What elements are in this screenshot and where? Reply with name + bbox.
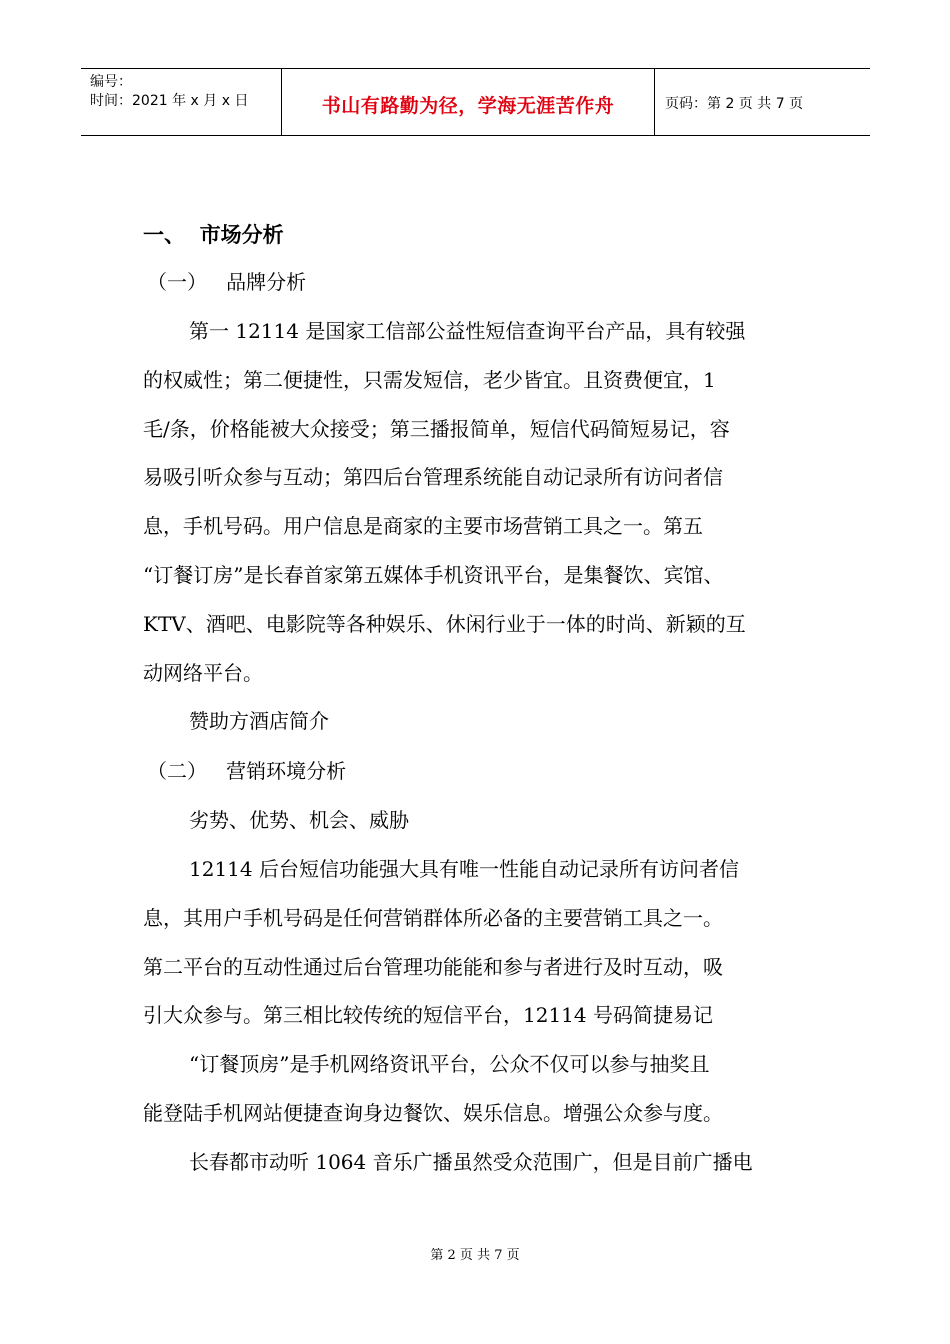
paragraph <box>143 845 823 1040</box>
page-footer: 第 2 页 共 7 页 <box>430 1248 520 1263</box>
header-meta <box>81 69 282 135</box>
paragraph <box>143 307 823 697</box>
page-header <box>81 68 870 136</box>
paragraph-line: 第一 12114 是国家工信部公益性短信查询平台产品，具有较强 <box>189 319 746 343</box>
paragraph-line: 易吸引听众参与互动；第四后台管理系统能自动记录所有访问者信 <box>143 465 723 490</box>
paragraph-line: “订餐订房”是长春首家第五媒体手机资讯平台，是集餐饮、宾馆、 <box>143 562 724 587</box>
paragraph-line: 的权威性；第二便捷性，只需发短信，老少皆宜。且资费便宜，1 <box>143 367 716 392</box>
motto: 书山有路勤为径，学海无涯苦作舟 <box>321 94 615 117</box>
paragraph-line: 动网络平台。 <box>143 660 263 685</box>
paragraph-line: 引大众参与。第三相比较传统的短信平台，12114 号码简捷易记 <box>143 1003 713 1028</box>
subsection-title: （一） 品牌分析 <box>147 270 307 294</box>
date-label: 时间：2021 年 x 月 x 日 <box>90 93 249 109</box>
paragraph-line: KTV、酒吧、电影院等各种娱乐、休闲行业于一体的时尚、新颖的互 <box>143 611 746 636</box>
paragraph-line: 第二平台的互动性通过后台管理功能能和参与者进行及时互动，吸 <box>143 954 723 979</box>
page-label: 页码：第 2 页 共 7 页 <box>665 96 804 112</box>
subsection-title: （二） 营销环境分析 <box>147 759 347 784</box>
number-label: 编号： <box>90 74 132 90</box>
sponsor-intro: 赞助方酒店简介 <box>189 709 329 734</box>
paragraph-line: 毛/条，价格能被大众接受；第三播报简单，短信代码简短易记，容 <box>143 416 730 441</box>
header-page-cell <box>655 69 870 135</box>
paragraph-line: “订餐顶房”是手机网络资讯平台，公众不仅可以参与抽奖且 <box>189 1052 710 1077</box>
paragraph-line: 能登陆手机网站便捷查询身边餐饮、娱乐信息。增强公众参与度。 <box>143 1100 723 1125</box>
header-motto-cell <box>282 69 655 135</box>
paragraph-line: 息，其用户手机号码是任何营销群体所必备的主要营销工具之一。 <box>143 905 723 930</box>
paragraph-line: 12114 后台短信功能强大具有唯一性能自动记录所有访问者信 <box>189 856 739 881</box>
paragraph-line: 息，手机号码。用户信息是商家的主要市场营销工具之一。第五 <box>143 514 703 539</box>
swot-line: 劣势、优势、机会、威胁 <box>189 808 409 833</box>
paragraph <box>143 1138 823 1187</box>
document-body <box>143 213 823 1187</box>
section-title: 一、 市场分析 <box>143 223 284 247</box>
paragraph <box>143 1040 823 1138</box>
paragraph-line: 长春都市动听 1064 音乐广播虽然受众范围广，但是目前广播电 <box>189 1149 753 1174</box>
